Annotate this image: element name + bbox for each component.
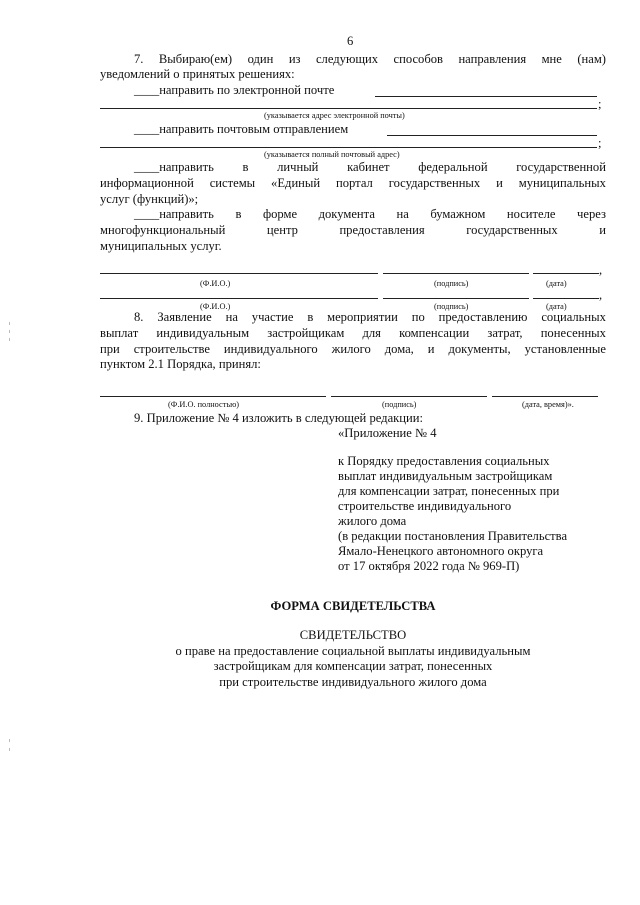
s7-intro-line2: уведомлений о принятых решениях:: [100, 67, 295, 81]
word: документа: [318, 207, 375, 221]
appendix-line-2: к Порядку предоставления социальных: [338, 454, 550, 468]
word: на: [396, 207, 409, 221]
word: направления: [458, 52, 527, 66]
word: форме: [262, 207, 298, 221]
word: через: [577, 207, 606, 221]
word: личный: [277, 160, 319, 174]
word: и: [599, 223, 606, 237]
word: индивидуальным: [156, 326, 250, 340]
word: носителе: [506, 207, 556, 221]
scan-mark: [9, 322, 10, 325]
sig2-fio-caption: (Ф.И.О.): [200, 302, 231, 311]
word: на: [225, 310, 238, 324]
word: при: [100, 342, 120, 356]
s8-fio-caption: (Ф.И.О. полностью): [168, 400, 240, 409]
s7-paper-line3: муниципальных услуг.: [100, 239, 222, 253]
s8-sign-caption: (подпись): [382, 400, 417, 409]
word: жилого: [331, 342, 371, 356]
word: один: [247, 52, 274, 66]
form-subtitle-line-1: застройщикам для компенсации затрат, понесенных: [213, 659, 493, 673]
word: по: [411, 310, 425, 324]
s7-post-option: ____направить почтовым отправлением: [134, 122, 349, 136]
page-number: 6: [347, 34, 354, 48]
form-heading: ФОРМА СВИДЕТЕЛЬСТВА: [270, 599, 436, 613]
s7-cabinet-line1: [134, 160, 606, 175]
form-title: СВИДЕТЕЛЬСТВО: [299, 628, 407, 642]
appendix-line-8: Ямало-Ненецкого автономного округа: [338, 544, 544, 558]
word: системы: [209, 176, 256, 190]
s7-post-line-2: [100, 147, 597, 148]
appendix-line-7: (в редакции постановления Правительства: [338, 529, 568, 543]
word: государственных: [466, 223, 558, 237]
word: участие: [251, 310, 294, 324]
word: социальных: [541, 310, 606, 324]
word: (нам): [577, 52, 606, 66]
appendix-line-3: выплат индивидуальным застройщикам: [338, 469, 553, 483]
sig2-date-caption: (дата): [546, 302, 567, 311]
word: и: [496, 176, 503, 190]
scan-mark: [9, 739, 10, 742]
s8-line3: [100, 342, 606, 357]
s7-post-line-1: [387, 135, 597, 136]
scan-mark: [9, 338, 10, 341]
word: компенсации: [399, 326, 470, 340]
word: Заявление: [157, 310, 212, 324]
word: документы,: [448, 342, 511, 356]
sig1-date-line: [533, 273, 599, 274]
sig1-sign-caption: (подпись): [434, 279, 469, 288]
s7-paper-line2: [100, 223, 606, 238]
word: ____направить: [134, 207, 214, 221]
word: дома,: [384, 342, 414, 356]
word: в: [235, 207, 242, 221]
sig2-date-line: [533, 298, 599, 299]
s7-email-line-1: [375, 96, 597, 97]
s7-cabinet-line3: услуг (функций)»;: [100, 192, 199, 206]
s7-post-caption: (указывается полный почтовый адрес): [264, 150, 400, 159]
sig2-comma: ,: [599, 288, 603, 302]
word: строительстве: [133, 342, 210, 356]
word: для: [362, 326, 381, 340]
sig2-sign-caption: (подпись): [434, 302, 469, 311]
s8-date-line: [492, 396, 598, 397]
word: затрат,: [487, 326, 523, 340]
word: портал: [336, 176, 373, 190]
form-subtitle-line-0: о праве на предоставление социальной выплаты индивидуальным: [175, 644, 531, 658]
word: предоставления: [339, 223, 425, 237]
s8-line1: [134, 310, 606, 325]
appendix-line-0: «Приложение № 4: [338, 426, 437, 440]
word: выплат: [100, 326, 139, 340]
appendix-line-6: жилого дома: [338, 514, 407, 528]
word: кабинет: [347, 160, 390, 174]
word: ____направить: [134, 160, 214, 174]
scan-mark: [9, 748, 10, 751]
s8-line4: пунктом 2.1 Порядка, принял:: [100, 357, 261, 371]
word: способов: [393, 52, 444, 66]
appendix-line-5: строительстве индивидуального: [338, 499, 512, 513]
word: застройщикам: [267, 326, 345, 340]
word: Выбираю(ем): [158, 52, 233, 66]
sig2-fio-line: [100, 298, 378, 299]
word: государственных: [388, 176, 481, 190]
word: индивидуального: [223, 342, 318, 356]
s9-line: 9. Приложение № 4 изложить в следующей редакции:: [134, 411, 423, 425]
form-subtitle-line-2: при строительстве индивидуального жилого дома: [219, 675, 487, 689]
s7-email-semicolon: ;: [598, 97, 602, 111]
word: установленные: [524, 342, 606, 356]
s7-email-option: ____направить по электронной почте: [134, 83, 335, 97]
word: в: [242, 160, 249, 174]
sig1-comma: ,: [599, 263, 603, 277]
word: многофункциональный: [100, 223, 226, 237]
word: следующих: [315, 52, 379, 66]
scan-mark: [9, 330, 10, 333]
sig1-sign-line: [383, 273, 529, 274]
sig1-date-caption: (дата): [546, 279, 567, 288]
appendix-line-4: для компенсации затрат, понесенных при: [338, 484, 560, 498]
word: центр: [266, 223, 298, 237]
s8-line2: [100, 326, 606, 341]
s7-email-line-2: [100, 108, 597, 109]
word: государственной: [516, 160, 606, 174]
s8-sign-line: [331, 396, 487, 397]
word: из: [288, 52, 301, 66]
s8-date-caption: (дата, время)».: [522, 400, 574, 409]
word: мероприятии: [327, 310, 398, 324]
s7-intro-line1: [134, 52, 606, 67]
s8-fio-line: [100, 396, 326, 397]
word: и: [427, 342, 435, 356]
word: 8.: [134, 310, 144, 324]
word: в: [307, 310, 314, 324]
sig1-fio-line: [100, 273, 378, 274]
word: мне: [541, 52, 562, 66]
sig2-sign-line: [383, 298, 529, 299]
word: 7.: [134, 52, 144, 66]
word: информационной: [100, 176, 194, 190]
word: «Единый: [271, 176, 321, 190]
s7-email-caption: (указывается адрес электронной почты): [264, 111, 405, 120]
s7-cabinet-line2: [100, 176, 606, 191]
word: федеральной: [418, 160, 488, 174]
word: понесенных: [540, 326, 606, 340]
word: предоставлению: [438, 310, 528, 324]
sig1-fio-caption: (Ф.И.О.): [200, 279, 231, 288]
appendix-line-9: от 17 октября 2022 года № 969-П): [338, 559, 520, 573]
s7-paper-line1: [134, 207, 606, 222]
word: муниципальных: [518, 176, 606, 190]
s7-post-semicolon: ;: [598, 136, 602, 150]
word: бумажном: [430, 207, 486, 221]
